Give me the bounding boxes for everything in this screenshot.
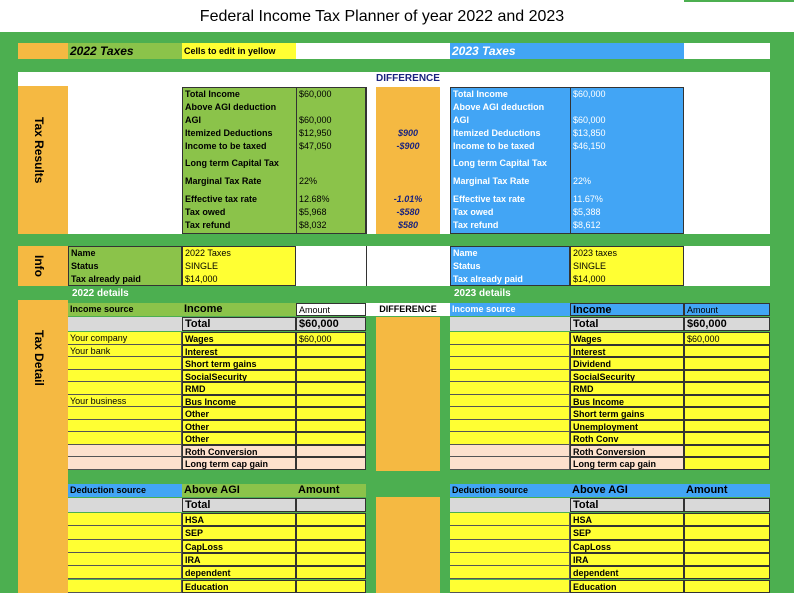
info-value-2022[interactable]: $14,000 [185, 274, 218, 284]
income-type-2022: Interest [182, 345, 296, 358]
amount-header-2022: Amount [296, 303, 366, 316]
income-source-cell-2023[interactable] [450, 357, 570, 370]
result-label-2023: AGI [453, 115, 470, 125]
income-source-header-2023: Income source [450, 303, 570, 316]
deduction-item-2023: Education [570, 580, 684, 593]
income-source-cell-2022[interactable]: Your bank [68, 345, 182, 358]
result-difference: $900 [397, 128, 419, 138]
income-source-cell-2023[interactable] [450, 345, 570, 358]
result-value-2023: $60,000 [573, 89, 606, 99]
result-label-2022: Above AGI deduction [185, 102, 277, 112]
income-source-cell-2023[interactable] [450, 332, 570, 345]
deduction-amount-2022[interactable] [296, 526, 366, 539]
result-label-2023: Total Income [453, 89, 508, 99]
result-label-2022: Marginal Tax Rate [185, 176, 262, 186]
income-amount-2023[interactable] [684, 370, 770, 383]
income-amount-2022[interactable] [296, 370, 366, 383]
result-value-2023: $13,850 [573, 128, 606, 138]
income-type-2023: Unemployment [570, 420, 684, 433]
tax-detail-label: Tax Detail [32, 330, 46, 386]
income-type-2022: SocialSecurity [182, 370, 296, 383]
deduction-total-2022: Total [182, 498, 296, 512]
deduction-source-header-2023: Deduction source [450, 484, 570, 497]
result-difference [376, 114, 440, 126]
income-type-2023: Roth Conversion [570, 445, 684, 458]
income-source-cell-2023[interactable] [450, 457, 570, 470]
income-amount-2023[interactable]: $60,000 [684, 332, 770, 345]
sheet-edge [684, 0, 794, 2]
result-value-2022: $5,968 [299, 207, 327, 217]
deduction-amount-2023[interactable] [684, 580, 770, 593]
income-type-2022: Wages [182, 332, 296, 345]
income-amount-2023[interactable] [684, 345, 770, 358]
income-source-cell-2023[interactable] [450, 445, 570, 458]
result-difference [376, 175, 440, 187]
result-value-2022: $60,000 [299, 115, 332, 125]
income-source-cell-2023[interactable] [450, 407, 570, 420]
income-amount-2022[interactable] [296, 395, 366, 408]
deduction-source-cell-2023[interactable] [450, 513, 570, 526]
result-label-2022: AGI [185, 115, 202, 125]
info-label-2022: Name [71, 248, 96, 258]
deduction-difference-column [376, 497, 440, 593]
income-amount-2022[interactable] [296, 432, 366, 445]
result-difference: $580 [397, 220, 419, 230]
income-type-2022: Other [182, 407, 296, 420]
difference-header-detail: DIFFERENCE [366, 303, 450, 316]
deduction-item-2022: Education [182, 580, 296, 593]
result-value-2023 [571, 157, 684, 169]
total-label-2022: Total [182, 317, 296, 331]
deduction-amount-2023[interactable] [684, 513, 770, 526]
income-type-2023: Roth Conv [570, 432, 684, 445]
income-source-cell-2023[interactable] [450, 370, 570, 383]
income-amount-2023[interactable] [684, 457, 770, 470]
income-source-cell-2022[interactable] [68, 357, 182, 370]
deduction-amount-2022[interactable] [296, 540, 366, 553]
result-label-2022: Tax owed [185, 207, 226, 217]
result-label-2022: Itemized Deductions [185, 128, 273, 138]
income-header-2022: Income [182, 303, 296, 316]
info-label-2022: Status [71, 261, 99, 271]
total-value-2022: $60,000 [296, 317, 366, 331]
income-type-2023: Bus Income [570, 395, 684, 408]
income-amount-2023[interactable] [684, 445, 770, 458]
difference-header: DIFFERENCE [376, 73, 440, 84]
income-type-2022: Short term gains [182, 357, 296, 370]
deduction-source-cell-2022[interactable] [68, 553, 182, 566]
info-label-2023: Status [453, 261, 481, 271]
deduction-item-2023: CapLoss [570, 540, 684, 553]
income-source-cell-2022[interactable] [68, 420, 182, 433]
income-source-cell-2022[interactable]: Your business [68, 395, 182, 408]
income-type-2022: Other [182, 420, 296, 433]
income-amount-2022[interactable] [296, 407, 366, 420]
result-label-2022: Long term Capital Tax [185, 158, 279, 168]
result-difference: -$900 [396, 141, 420, 151]
deduction-source-cell-2023[interactable] [450, 580, 570, 593]
deduction-source-header-2022: Deduction source [68, 484, 182, 497]
deduction-amount-2022[interactable] [296, 553, 366, 566]
result-label-2022: Income to be taxed [185, 141, 267, 151]
result-difference [376, 88, 440, 100]
income-amount-2022[interactable] [296, 457, 366, 470]
above-agi-header-2023: Above AGI [570, 484, 684, 497]
result-value-2023: $5,388 [573, 207, 601, 217]
result-difference [376, 157, 440, 169]
income-source-cell-2022[interactable]: Your company [68, 332, 182, 345]
header-2023-taxes: 2023 Taxes [450, 43, 684, 59]
info-value-2023[interactable]: 2023 taxes [573, 248, 618, 258]
result-value-2022: $12,950 [299, 128, 332, 138]
info-label-2023: Name [453, 248, 478, 258]
deduction-item-2022: CapLoss [182, 540, 296, 553]
income-type-2022: Long term cap gain [182, 457, 296, 470]
income-source-cell-2022[interactable] [68, 457, 182, 470]
result-label-2023: Itemized Deductions [453, 128, 541, 138]
result-label-2023: Tax refund [453, 220, 499, 230]
income-type-2023: Wages [570, 332, 684, 345]
result-label-2023: Marginal Tax Rate [453, 176, 530, 186]
deduction-item-2023: dependent [570, 566, 684, 579]
result-value-2023: $8,612 [573, 220, 601, 230]
deduction-amount-2022[interactable] [296, 580, 366, 593]
income-source-cell-2022[interactable] [68, 432, 182, 445]
result-value-2023: 11.67% [573, 194, 603, 204]
income-amount-2022[interactable]: $60,000 [296, 332, 366, 345]
income-type-2023: SocialSecurity [570, 370, 684, 383]
income-amount-2023[interactable] [684, 395, 770, 408]
income-source-cell-2023[interactable] [450, 395, 570, 408]
result-value-2022 [297, 101, 366, 113]
result-value-2023 [571, 101, 684, 113]
deduction-source-cell-2022[interactable] [68, 526, 182, 539]
header-spacer [296, 43, 450, 59]
income-source-cell-2022[interactable] [68, 370, 182, 383]
above-agi-header-2022: Above AGI [182, 484, 296, 497]
income-amount-2022[interactable] [296, 420, 366, 433]
header-2022-taxes: 2022 Taxes [68, 43, 182, 59]
income-header-2023: Income [570, 303, 684, 316]
result-label-2023: Income to be taxed [453, 141, 535, 151]
result-difference: -1.01% [393, 194, 423, 204]
deduction-source-cell-2023[interactable] [450, 566, 570, 579]
detail-difference-column [376, 317, 440, 471]
info-label: Info [32, 255, 46, 277]
result-value-2022: 12.68% [299, 194, 330, 204]
deduction-total-2023: Total [570, 498, 684, 512]
income-type-2023: Short term gains [570, 407, 684, 420]
income-type-2022: RMD [182, 382, 296, 395]
deduction-amount-2022[interactable] [296, 566, 366, 579]
income-amount-2023[interactable] [684, 357, 770, 370]
deduction-source-cell-2022[interactable] [68, 540, 182, 553]
info-value-2023[interactable]: SINGLE [573, 261, 607, 271]
result-label-2022: Tax refund [185, 220, 231, 230]
deduction-source-cell-2023[interactable] [450, 540, 570, 553]
income-type-2023: Long term cap gain [570, 457, 684, 470]
result-value-2022 [297, 157, 366, 169]
result-label-2023: Effective tax rate [453, 194, 526, 204]
income-amount-2022[interactable] [296, 357, 366, 370]
income-source-cell-2022[interactable] [68, 445, 182, 458]
deduction-source-cell-2023[interactable] [450, 526, 570, 539]
income-type-2023: Dividend [570, 357, 684, 370]
income-amount-2022[interactable] [296, 345, 366, 358]
deduction-item-2022: dependent [182, 566, 296, 579]
deduction-item-2022: HSA [182, 513, 296, 526]
deduction-amount-2023[interactable] [684, 526, 770, 539]
result-label-2022: Total Income [185, 89, 240, 99]
result-value-2022: $8,032 [299, 220, 327, 230]
deduction-amount-2023[interactable] [684, 566, 770, 579]
page-title: Federal Income Tax Planner of year 2022 and 2023 [199, 8, 565, 25]
income-amount-2022[interactable] [296, 382, 366, 395]
result-value-2022: $47,050 [299, 141, 332, 151]
deduction-item-2022: IRA [182, 553, 296, 566]
deduction-source-cell-2023[interactable] [450, 553, 570, 566]
details-2023-title: 2023 details [454, 288, 511, 299]
income-type-2022: Bus Income [182, 395, 296, 408]
deduction-source-cell-2022[interactable] [68, 580, 182, 593]
info-label-2022: Tax already paid [71, 274, 141, 284]
income-amount-2023[interactable] [684, 432, 770, 445]
income-source-cell-2022[interactable] [68, 382, 182, 395]
result-difference: -$580 [396, 207, 420, 217]
result-value-2023: $60,000 [573, 115, 606, 125]
result-label-2023: Above AGI deduction [453, 102, 545, 112]
result-value-2022: $60,000 [299, 89, 332, 99]
income-amount-2022[interactable] [296, 445, 366, 458]
result-value-2023: $46,150 [573, 141, 606, 151]
legend-orange [18, 43, 68, 59]
income-source-header-2022: Income source [68, 303, 182, 316]
details-2022-title: 2022 details [72, 288, 129, 299]
deduction-item-2022: SEP [182, 526, 296, 539]
edit-hint: Cells to edit in yellow [182, 43, 296, 59]
income-source-cell-2023[interactable] [450, 420, 570, 433]
info-value-2022[interactable]: SINGLE [185, 261, 219, 271]
income-amount-2023[interactable] [684, 407, 770, 420]
amount-deduction-header-2023: Amount [684, 484, 770, 497]
deduction-item-2023: IRA [570, 553, 684, 566]
income-type-2022: Other [182, 432, 296, 445]
income-type-2022: Roth Conversion [182, 445, 296, 458]
income-source-cell-2022[interactable] [68, 407, 182, 420]
info-label-2023: Tax already paid [453, 274, 523, 284]
income-amount-2023[interactable] [684, 420, 770, 433]
income-source-cell-2023[interactable] [450, 382, 570, 395]
result-difference [376, 101, 440, 113]
result-value-2023: 22% [573, 176, 592, 186]
income-source-cell-2023[interactable] [450, 432, 570, 445]
deduction-item-2023: SEP [570, 526, 684, 539]
header-spacer-right [684, 43, 770, 59]
result-value-2022: 22% [299, 176, 318, 186]
result-label-2023: Tax owed [453, 207, 494, 217]
total-label-2023: Total [570, 317, 684, 331]
deduction-source-cell-2022[interactable] [68, 513, 182, 526]
tax-results-label: Tax Results [32, 116, 46, 184]
income-type-2023: Interest [570, 345, 684, 358]
income-type-2023: RMD [570, 382, 684, 395]
total-value-2023: $60,000 [684, 317, 770, 331]
deduction-source-cell-2022[interactable] [68, 566, 182, 579]
deduction-amount-2023[interactable] [684, 553, 770, 566]
amount-header-2023: Amount [684, 303, 770, 316]
deduction-amount-2023[interactable] [684, 540, 770, 553]
deduction-item-2023: HSA [570, 513, 684, 526]
result-label-2022: Effective tax rate [185, 194, 258, 204]
result-label-2023: Long term Capital Tax [453, 158, 547, 168]
deduction-amount-2022[interactable] [296, 513, 366, 526]
info-value-2023[interactable]: $14,000 [573, 274, 606, 284]
income-amount-2023[interactable] [684, 382, 770, 395]
info-value-2022[interactable]: 2022 Taxes [185, 248, 231, 258]
amount-deduction-header-2022: Amount [296, 484, 366, 497]
